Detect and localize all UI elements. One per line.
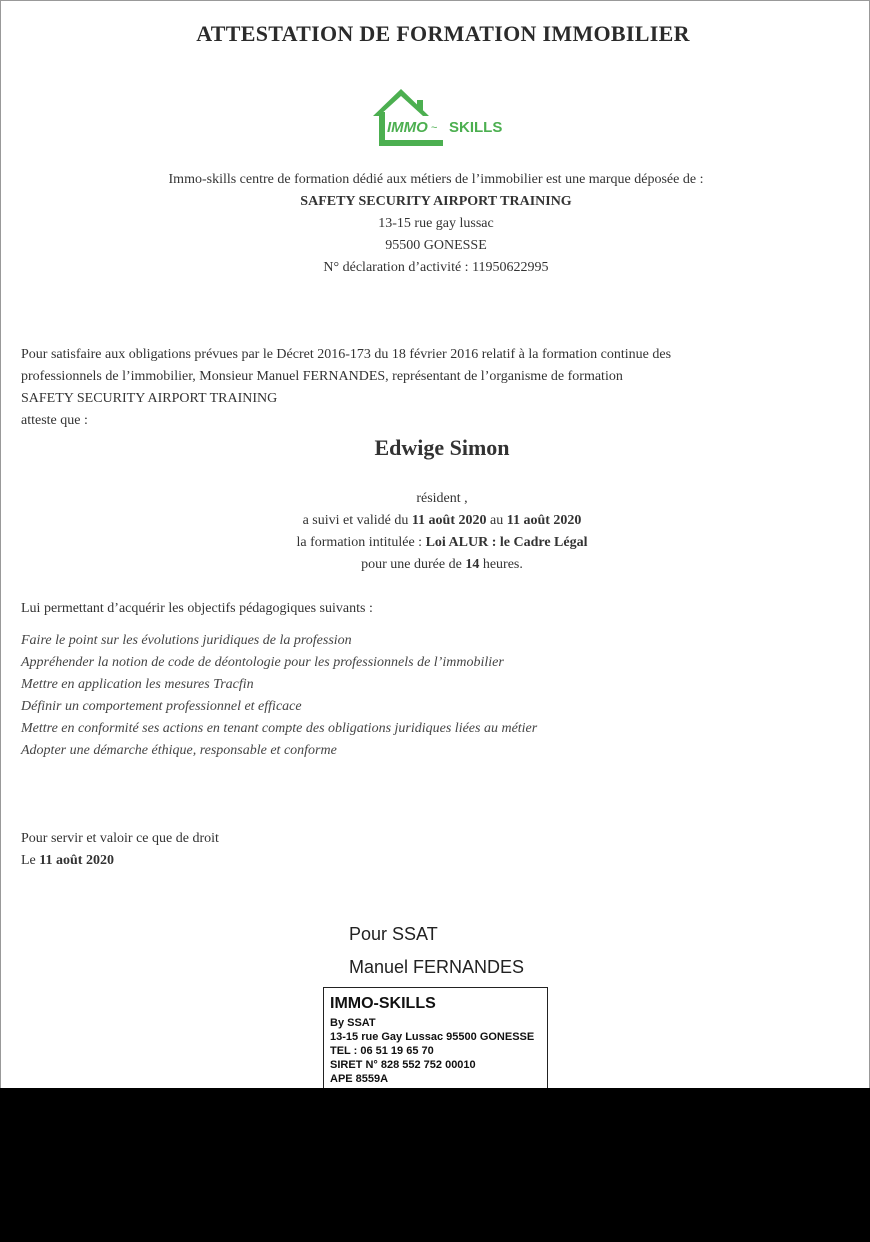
stamp-by: By SSAT: [330, 1017, 376, 1029]
duration-line: pour une durée de 14 heures.: [361, 557, 523, 572]
closing-paragraph: [21, 828, 851, 872]
objective-item: Mettre en application les mesures Tracfin: [21, 677, 254, 692]
objective-item: Adopter une démarche éthique, responsable et conforme: [21, 743, 337, 758]
decret-line: professionnels de l’immobilier, Monsieur Manuel FERNANDES, représentant de l’organisme de formation: [21, 369, 623, 384]
address-line-1: 13-15 rue gay lussac: [378, 216, 494, 231]
signature-for: Pour SSAT: [349, 924, 438, 944]
training-details: [1, 488, 870, 576]
stamp-ape: APE 8559A: [330, 1073, 389, 1085]
decret-line: atteste que :: [21, 413, 88, 428]
black-band: [0, 1088, 870, 1242]
duration-value: 14: [465, 557, 480, 572]
date-start: 11 août 2020: [411, 513, 487, 528]
objectives-heading: Lui permettant d’acquérir les objectifs pédagogiques suivants :: [21, 601, 373, 616]
decret-paragraph: [21, 344, 851, 432]
document-title: ATTESTATION DE FORMATION IMMOBILIER: [196, 21, 690, 46]
objective-item: Définir un comportement professionnel et efficace: [21, 699, 302, 714]
immo-skills-logo: [369, 86, 505, 148]
objective-item: Faire le point sur les évolutions juridiques de la profession: [21, 633, 352, 648]
signatory-name: Manuel FERNANDES: [349, 957, 525, 977]
trainee-name: Edwige Simon: [374, 435, 510, 460]
address-line-2: 95500 GONESSE: [385, 238, 487, 253]
logo-text-immo: IMMO: [387, 119, 428, 136]
decret-line: Pour satisfaire aux obligations prévues par le Décret 2016-173 du 18 février 2016 relatif à la formation continue des: [21, 347, 672, 362]
formation-line: la formation intitulée : Loi ALUR : le Cadre Légal: [296, 535, 588, 550]
svg-text:~: ~: [431, 122, 438, 134]
dates-line: a suivi et validé du 11 août 2020 au 11 août 2020: [302, 513, 582, 528]
company-stamp: [323, 987, 548, 1088]
resident-line: résident ,: [416, 491, 468, 506]
stamp-siret: SIRET N° 828 552 752 00010: [330, 1059, 476, 1071]
objectives-list: [21, 630, 851, 762]
formation-title: Loi ALUR : le Cadre Légal: [425, 535, 588, 550]
closing-date-line: Le 11 août 2020: [21, 853, 114, 868]
decret-line: SAFETY SECURITY AIRPORT TRAINING: [21, 391, 278, 406]
declaration-number: N° déclaration d’activité : 11950622995: [323, 260, 549, 275]
logo-text-skills: SKILLS: [449, 119, 503, 136]
organisation-info: [1, 169, 870, 279]
stamp-tel: TEL : 06 51 19 65 70: [330, 1045, 434, 1057]
date-end: 11 août 2020: [506, 513, 582, 528]
stamp-address: 13-15 rue Gay Lussac 95500 GONESSE: [330, 1031, 535, 1043]
objective-item: Mettre en conformité ses actions en tenant compte des obligations juridiques liées au métier: [21, 721, 538, 736]
company-name: SAFETY SECURITY AIRPORT TRAINING: [300, 194, 572, 209]
intro-line: Immo-skills centre de formation dédié aux métiers de l’immobilier est une marque déposée de :: [168, 172, 704, 187]
closing-date: 11 août 2020: [39, 853, 114, 868]
closing-line: Pour servir et valoir ce que de droit: [21, 831, 219, 846]
stamp-title: IMMO-SKILLS: [330, 995, 436, 1012]
objective-item: Appréhender la notion de code de déontologie pour les professionnels de l’immobilier: [21, 655, 504, 670]
